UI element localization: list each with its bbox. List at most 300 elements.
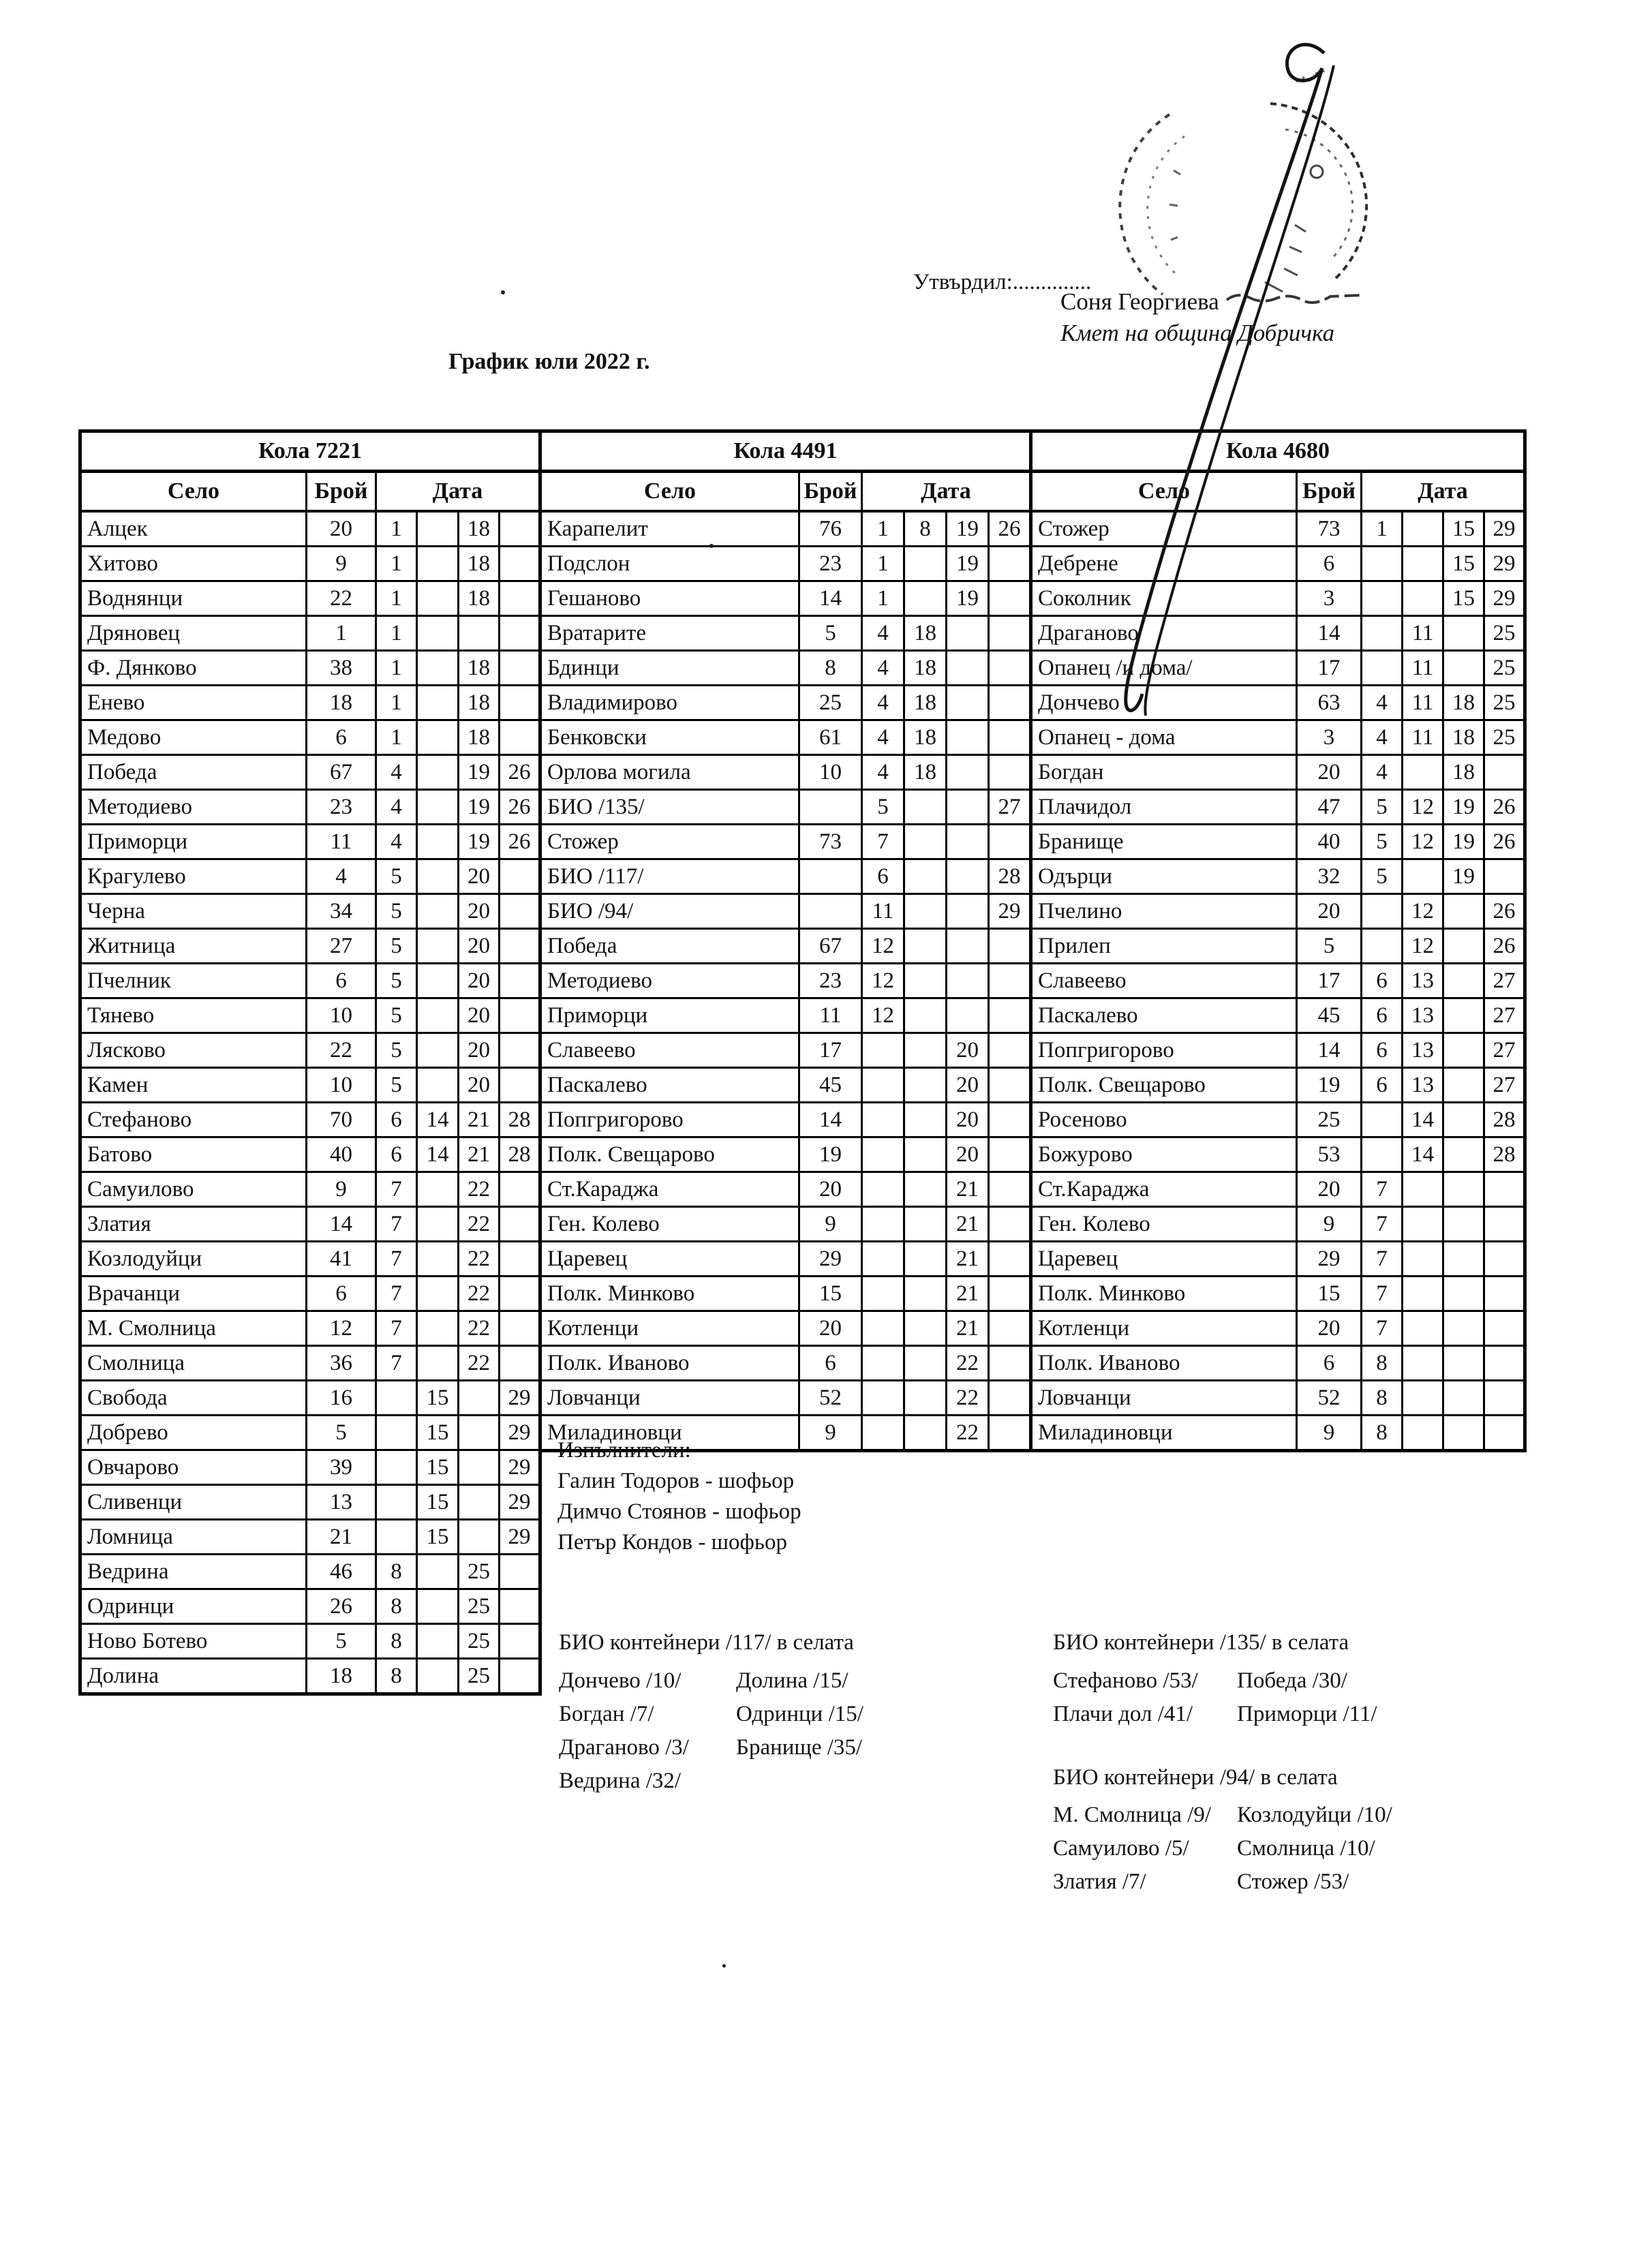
date-cell: 5 xyxy=(862,790,904,825)
village-cell: Славеево xyxy=(540,1033,799,1068)
count-cell: 52 xyxy=(799,1381,862,1416)
table-row xyxy=(540,1068,1031,1103)
date-cell: 5 xyxy=(376,1033,417,1068)
date-cell xyxy=(862,1172,904,1207)
village-cell: Драганово xyxy=(1031,616,1297,651)
village-cell: Ведрина xyxy=(80,1555,307,1589)
count-cell: 15 xyxy=(1297,1277,1362,1311)
table-row xyxy=(80,964,540,998)
date-cell xyxy=(1443,894,1484,929)
table-row xyxy=(1031,1103,1525,1137)
date-cell xyxy=(417,755,459,790)
count-cell: 3 xyxy=(1297,581,1362,616)
table-row xyxy=(1031,859,1525,894)
date-cell xyxy=(904,1346,947,1381)
date-cell: 1 xyxy=(376,720,417,755)
table-row xyxy=(540,929,1031,964)
table-row xyxy=(80,1659,540,1694)
table-row xyxy=(80,825,540,859)
date-cell: 25 xyxy=(1484,651,1525,686)
date-cell: 19 xyxy=(1443,790,1484,825)
executor-item: Галин Тодоров - шофьор xyxy=(557,1469,795,1493)
date-cell: 26 xyxy=(1484,790,1525,825)
village-cell: Бенковски xyxy=(540,720,799,755)
date-cell xyxy=(1403,1242,1443,1277)
date-cell xyxy=(904,964,947,998)
table-row xyxy=(80,616,540,651)
date-cell xyxy=(1484,859,1525,894)
date-cell xyxy=(862,1103,904,1137)
village-cell: Бранище xyxy=(1031,825,1297,859)
date-cell xyxy=(500,686,540,720)
date-cell: 18 xyxy=(459,547,500,581)
village-cell: Миладиновци xyxy=(1031,1416,1297,1451)
date-cell: 4 xyxy=(376,790,417,825)
column-header-date: Дата xyxy=(1362,472,1525,512)
count-cell: 20 xyxy=(799,1311,862,1346)
village-cell: М. Смолница xyxy=(80,1311,307,1346)
count-cell: 9 xyxy=(799,1416,862,1451)
column-header-village: Село xyxy=(1031,472,1297,512)
executors-block xyxy=(557,1438,801,1561)
date-cell xyxy=(1443,929,1484,964)
table-row xyxy=(1031,1242,1525,1277)
village-cell: Пчелино xyxy=(1031,894,1297,929)
date-cell: 26 xyxy=(1484,825,1525,859)
date-cell: 8 xyxy=(376,1659,417,1694)
date-cell xyxy=(904,1068,947,1103)
date-cell: 5 xyxy=(376,894,417,929)
village-cell: Царевец xyxy=(540,1242,799,1277)
date-cell xyxy=(417,547,459,581)
date-cell: 22 xyxy=(459,1311,500,1346)
date-cell: 21 xyxy=(947,1311,989,1346)
village-cell: Богдан xyxy=(1031,755,1297,790)
table-row xyxy=(80,1311,540,1346)
village-cell: Ловчанци xyxy=(1031,1381,1297,1416)
date-cell xyxy=(989,1137,1031,1172)
date-cell xyxy=(1403,1416,1443,1451)
date-cell: 14 xyxy=(1403,1137,1443,1172)
date-cell xyxy=(1443,1172,1484,1207)
date-cell: 12 xyxy=(862,998,904,1033)
date-cell xyxy=(904,1242,947,1277)
count-cell xyxy=(799,894,862,929)
date-cell: 27 xyxy=(989,790,1031,825)
date-cell: 19 xyxy=(1443,825,1484,859)
date-cell: 13 xyxy=(1403,1068,1443,1103)
bio-item: Плачи дол /41/ xyxy=(1053,1702,1193,1726)
table-row xyxy=(540,825,1031,859)
table-row xyxy=(1031,790,1525,825)
date-cell: 7 xyxy=(862,825,904,859)
schedule-table-2 xyxy=(1029,429,1527,1452)
date-cell xyxy=(989,1103,1031,1137)
bio-item: Победа /30/ xyxy=(1237,1668,1347,1693)
date-cell xyxy=(1403,755,1443,790)
date-cell xyxy=(904,1311,947,1346)
table-row xyxy=(1031,1172,1525,1207)
date-cell xyxy=(947,998,989,1033)
date-cell xyxy=(904,1137,947,1172)
date-cell xyxy=(989,964,1031,998)
date-cell: 21 xyxy=(947,1172,989,1207)
count-cell: 63 xyxy=(1297,686,1362,720)
table-row xyxy=(540,1346,1031,1381)
bio-item: Стожер /53/ xyxy=(1237,1869,1349,1894)
count-cell: 9 xyxy=(1297,1416,1362,1451)
date-cell xyxy=(862,1033,904,1068)
table-row xyxy=(80,998,540,1033)
count-cell: 20 xyxy=(1297,1311,1362,1346)
date-cell: 25 xyxy=(1484,720,1525,755)
date-cell xyxy=(417,859,459,894)
table-row xyxy=(1031,825,1525,859)
count-cell: 70 xyxy=(307,1103,376,1137)
date-cell xyxy=(904,581,947,616)
date-cell: 25 xyxy=(459,1555,500,1589)
date-cell: 1 xyxy=(376,686,417,720)
date-cell: 18 xyxy=(1443,720,1484,755)
table-row xyxy=(80,1485,540,1520)
village-cell: Орлова могила xyxy=(540,755,799,790)
date-cell: 8 xyxy=(376,1589,417,1624)
date-cell xyxy=(376,1450,417,1485)
bio-section-column xyxy=(1237,1668,1377,1735)
count-cell: 73 xyxy=(799,825,862,859)
date-cell: 5 xyxy=(376,964,417,998)
bio-section-column xyxy=(736,1668,863,1769)
village-cell: Полк. Свещарово xyxy=(540,1137,799,1172)
date-cell xyxy=(500,1172,540,1207)
executor-item: Петър Кондов - шофьор xyxy=(557,1530,787,1555)
date-cell xyxy=(1484,755,1525,790)
date-cell: 20 xyxy=(459,998,500,1033)
date-cell: 28 xyxy=(500,1103,540,1137)
village-cell: Миладиновци xyxy=(540,1416,799,1451)
date-cell: 14 xyxy=(1403,1103,1443,1137)
date-cell: 1 xyxy=(376,616,417,651)
count-cell: 38 xyxy=(307,651,376,686)
date-cell: 15 xyxy=(417,1416,459,1450)
date-cell: 7 xyxy=(376,1311,417,1346)
table-row xyxy=(540,1172,1031,1207)
count-cell: 52 xyxy=(1297,1381,1362,1416)
date-cell xyxy=(904,1207,947,1242)
date-cell: 7 xyxy=(1362,1172,1403,1207)
table-row xyxy=(80,1346,540,1381)
count-cell: 8 xyxy=(799,651,862,686)
date-cell xyxy=(1362,581,1403,616)
village-cell: Алцек xyxy=(80,511,307,547)
count-cell: 32 xyxy=(1297,859,1362,894)
date-cell: 20 xyxy=(459,1033,500,1068)
date-cell: 18 xyxy=(1443,755,1484,790)
date-cell: 6 xyxy=(1362,964,1403,998)
date-cell xyxy=(459,1381,500,1416)
date-cell: 20 xyxy=(947,1103,989,1137)
date-cell: 20 xyxy=(947,1068,989,1103)
table-row xyxy=(1031,581,1525,616)
village-cell: Тянево xyxy=(80,998,307,1033)
date-cell xyxy=(500,581,540,616)
date-cell: 22 xyxy=(947,1416,989,1451)
date-cell: 29 xyxy=(500,1485,540,1520)
table-row xyxy=(80,1207,540,1242)
date-cell xyxy=(1443,651,1484,686)
count-cell: 29 xyxy=(1297,1242,1362,1277)
date-cell: 18 xyxy=(904,755,947,790)
table-row xyxy=(540,581,1031,616)
date-cell xyxy=(500,1242,540,1277)
table-header-row xyxy=(1031,472,1525,512)
page-title: График юли 2022 г. xyxy=(448,349,650,374)
date-cell xyxy=(1443,964,1484,998)
date-cell: 21 xyxy=(459,1137,500,1172)
village-cell: Победа xyxy=(540,929,799,964)
village-cell: Методиево xyxy=(80,790,307,825)
village-cell: Опанец - дома xyxy=(1031,720,1297,755)
count-cell: 6 xyxy=(799,1346,862,1381)
date-cell: 11 xyxy=(1403,720,1443,755)
date-cell xyxy=(417,929,459,964)
date-cell: 26 xyxy=(989,511,1031,547)
village-cell: Котленци xyxy=(1031,1311,1297,1346)
date-cell: 18 xyxy=(904,616,947,651)
village-cell: Ново Ботево xyxy=(80,1624,307,1659)
village-cell: Овчарово xyxy=(80,1450,307,1485)
date-cell: 29 xyxy=(500,1381,540,1416)
village-cell: Полк. Иваново xyxy=(1031,1346,1297,1381)
date-cell xyxy=(1443,1137,1484,1172)
approver-title: Кмет на община Добричка xyxy=(1060,320,1335,346)
village-cell: Ст.Караджа xyxy=(1031,1172,1297,1207)
village-cell: Дряновец xyxy=(80,616,307,651)
table-row xyxy=(1031,998,1525,1033)
date-cell: 26 xyxy=(500,825,540,859)
table-row xyxy=(80,1137,540,1172)
table-row xyxy=(80,859,540,894)
village-cell: Хитово xyxy=(80,547,307,581)
count-cell: 6 xyxy=(307,720,376,755)
date-cell: 28 xyxy=(1484,1137,1525,1172)
date-cell: 18 xyxy=(904,686,947,720)
count-cell: 16 xyxy=(307,1381,376,1416)
count-cell: 10 xyxy=(307,1068,376,1103)
date-cell xyxy=(459,616,500,651)
date-cell: 1 xyxy=(862,511,904,547)
date-cell: 22 xyxy=(947,1346,989,1381)
date-cell xyxy=(1403,511,1443,547)
count-cell: 20 xyxy=(1297,755,1362,790)
count-cell: 14 xyxy=(1297,616,1362,651)
column-header-count: Брой xyxy=(307,472,376,512)
date-cell xyxy=(417,1311,459,1346)
count-cell: 20 xyxy=(307,511,376,547)
bio-item: Стефаново /53/ xyxy=(1053,1668,1198,1693)
table-row xyxy=(540,1137,1031,1172)
date-cell xyxy=(1443,1207,1484,1242)
table-title: Кола 7221 xyxy=(80,431,540,472)
village-cell: Стефаново xyxy=(80,1103,307,1137)
count-cell: 5 xyxy=(307,1416,376,1450)
date-cell xyxy=(947,790,989,825)
date-cell: 27 xyxy=(1484,964,1525,998)
bio-section-title: БИО контейнери /94/ в селата xyxy=(1053,1765,1338,1790)
date-cell xyxy=(417,1207,459,1242)
date-cell xyxy=(376,1520,417,1555)
executors-list xyxy=(557,1469,801,1561)
date-cell: 18 xyxy=(904,651,947,686)
table-row xyxy=(80,581,540,616)
village-cell: Камен xyxy=(80,1068,307,1103)
date-cell xyxy=(1362,1103,1403,1137)
date-cell xyxy=(947,894,989,929)
date-cell: 4 xyxy=(1362,686,1403,720)
scan-speck xyxy=(501,290,505,294)
date-cell xyxy=(417,1624,459,1659)
date-cell xyxy=(904,894,947,929)
table-title: Кола 4680 xyxy=(1031,431,1525,472)
count-cell: 25 xyxy=(799,686,862,720)
date-cell xyxy=(1484,1416,1525,1451)
date-cell xyxy=(862,1311,904,1346)
count-cell: 29 xyxy=(799,1242,862,1277)
date-cell: 25 xyxy=(459,1589,500,1624)
date-cell: 28 xyxy=(1484,1103,1525,1137)
table-row xyxy=(80,790,540,825)
date-cell: 4 xyxy=(862,616,904,651)
village-cell: Полк. Минково xyxy=(540,1277,799,1311)
village-cell: Ловчанци xyxy=(540,1381,799,1416)
date-cell xyxy=(904,1277,947,1311)
column-header-count: Брой xyxy=(1297,472,1362,512)
bio-item: Златия /7/ xyxy=(1053,1869,1146,1894)
count-cell: 11 xyxy=(799,998,862,1033)
table-row xyxy=(80,1103,540,1137)
date-cell: 1 xyxy=(1362,511,1403,547)
date-cell: 7 xyxy=(376,1242,417,1277)
table-row xyxy=(80,651,540,686)
village-cell: Плачидол xyxy=(1031,790,1297,825)
table-row xyxy=(80,1450,540,1485)
date-cell xyxy=(500,998,540,1033)
date-cell: 5 xyxy=(376,1068,417,1103)
count-cell: 17 xyxy=(1297,651,1362,686)
table-row xyxy=(80,1589,540,1624)
count-cell: 76 xyxy=(799,511,862,547)
village-cell: Паскалево xyxy=(1031,998,1297,1033)
date-cell: 22 xyxy=(459,1242,500,1277)
date-cell: 4 xyxy=(1362,755,1403,790)
date-cell: 20 xyxy=(459,929,500,964)
date-cell xyxy=(417,790,459,825)
date-cell: 29 xyxy=(500,1450,540,1485)
table-row xyxy=(1031,720,1525,755)
date-cell: 8 xyxy=(376,1555,417,1589)
date-cell: 15 xyxy=(1443,547,1484,581)
stamp-icon xyxy=(1265,71,1366,292)
table-row xyxy=(80,720,540,755)
village-cell: Вратарите xyxy=(540,616,799,651)
date-cell: 29 xyxy=(500,1520,540,1555)
date-cell xyxy=(500,1068,540,1103)
date-cell xyxy=(947,651,989,686)
village-cell: Свобода xyxy=(80,1381,307,1416)
column-header-village: Село xyxy=(540,472,799,512)
count-cell: 10 xyxy=(307,998,376,1033)
village-cell: Гешаново xyxy=(540,581,799,616)
table-row xyxy=(1031,1346,1525,1381)
date-cell xyxy=(1443,1033,1484,1068)
date-cell xyxy=(417,1277,459,1311)
table-row xyxy=(540,1103,1031,1137)
date-cell: 15 xyxy=(417,1450,459,1485)
count-cell: 40 xyxy=(307,1137,376,1172)
date-cell: 21 xyxy=(947,1242,989,1277)
date-cell xyxy=(417,964,459,998)
bio-section-column xyxy=(1053,1668,1198,1735)
count-cell: 20 xyxy=(1297,1172,1362,1207)
date-cell: 5 xyxy=(376,859,417,894)
table-row xyxy=(540,1277,1031,1311)
date-cell: 18 xyxy=(459,720,500,755)
table-row xyxy=(80,1277,540,1311)
date-cell: 21 xyxy=(459,1103,500,1137)
date-cell: 4 xyxy=(1362,720,1403,755)
date-cell: 25 xyxy=(459,1624,500,1659)
date-cell: 1 xyxy=(376,511,417,547)
table-title: Кола 4491 xyxy=(540,431,1031,472)
date-cell: 12 xyxy=(1403,790,1443,825)
village-cell: Одърци xyxy=(1031,859,1297,894)
table-row xyxy=(1031,1033,1525,1068)
date-cell: 18 xyxy=(904,720,947,755)
count-cell: 53 xyxy=(1297,1137,1362,1172)
bio-section-column xyxy=(559,1668,689,1802)
count-cell xyxy=(799,790,862,825)
table-row xyxy=(540,1033,1031,1068)
bio-section-column xyxy=(1053,1803,1211,1903)
table-row xyxy=(540,1242,1031,1277)
table-title-row xyxy=(80,431,540,472)
date-cell xyxy=(1443,1277,1484,1311)
date-cell xyxy=(904,859,947,894)
date-cell xyxy=(376,1381,417,1416)
date-cell xyxy=(947,964,989,998)
table-row xyxy=(1031,1277,1525,1311)
date-cell: 1 xyxy=(376,651,417,686)
date-cell xyxy=(1443,1103,1484,1137)
date-cell xyxy=(904,1381,947,1416)
date-cell xyxy=(862,1068,904,1103)
date-cell: 7 xyxy=(1362,1242,1403,1277)
village-cell: Ст.Караджа xyxy=(540,1172,799,1207)
date-cell: 20 xyxy=(459,1068,500,1103)
date-cell xyxy=(500,894,540,929)
count-cell: 6 xyxy=(307,1277,376,1311)
date-cell: 1 xyxy=(862,547,904,581)
village-cell: Ломница xyxy=(80,1520,307,1555)
count-cell: 5 xyxy=(307,1624,376,1659)
table-row xyxy=(1031,1137,1525,1172)
count-cell: 13 xyxy=(307,1485,376,1520)
bio-section-column xyxy=(1237,1803,1392,1903)
count-cell: 6 xyxy=(1297,547,1362,581)
village-cell: Победа xyxy=(80,755,307,790)
village-cell: Опанец /и дома/ xyxy=(1031,651,1297,686)
bio-item: Драганово /3/ xyxy=(559,1735,689,1760)
